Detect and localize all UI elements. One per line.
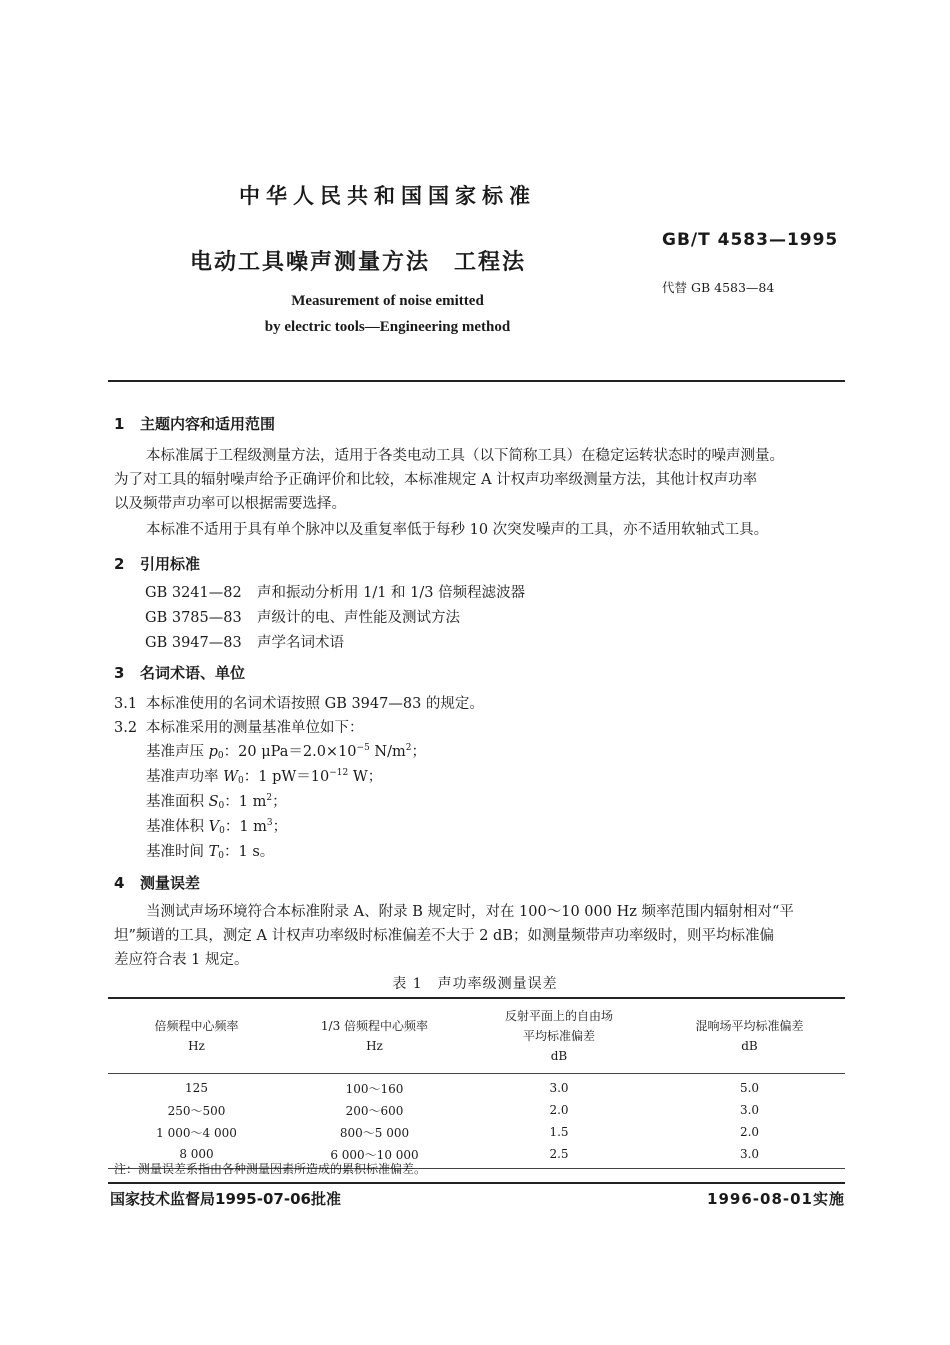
unit-exponent: 3 [266, 818, 273, 828]
section-title: 引用标准 [140, 555, 201, 573]
table-cell: 100～160 [345, 1081, 404, 1096]
replaces-note: 代替 GB 4583—84 [662, 280, 775, 295]
table-row [108, 1074, 845, 1100]
text-line: 坦”频谱的工具，测定 A 计权声功率级时标准偏差不大于 2 dB；如测量频带声功率级时，则平均标准偏 [114, 928, 774, 944]
column-header [108, 998, 285, 1074]
unit-value: ：1 m [224, 794, 267, 810]
table-cell: 2.5 [464, 1143, 654, 1169]
text-line: 本标准不适用于具有单个脉冲以及重复率低于每秒 10 次突发噪声的工具，亦不适用软轴式工具。 [146, 522, 769, 538]
reference-title: 声和振动分析用 1/1 和 1/3 倍频程滤波器 [257, 585, 526, 601]
unit-value: ； [272, 819, 288, 835]
unit-subscript: 0 [217, 751, 224, 761]
text-line: 差应符合表 1 规定。 [114, 952, 249, 968]
header-line: 平均标准偏差 [522, 1029, 595, 1043]
reference-title: 声学名词术语 [257, 635, 344, 651]
header-line: dB [550, 1049, 568, 1063]
header-line: dB [741, 1039, 758, 1053]
header-divider [108, 380, 845, 382]
footer-divider [108, 1182, 845, 1184]
english-title-line2: by electric tools—Engineering method [264, 319, 511, 335]
table-cell: 6 000～10 000 [285, 1143, 464, 1169]
unit-symbol: p [208, 744, 218, 760]
header-line: 混响场平均标准偏差 [695, 1019, 804, 1033]
table-cell: 3.0 [739, 1103, 760, 1117]
header-line: 倍频程中心频率 [154, 1019, 239, 1033]
section-number: 3 [114, 664, 125, 682]
table-caption: 表 1 声功率级测量误差 [392, 976, 558, 992]
text-line: 为了对工具的辐射噪声给予正确评价和比较，本标准规定 A 计权声功率级测量方法，其他计权声功率 [114, 472, 758, 488]
unit-symbol: V [208, 819, 220, 835]
measurement-error-table [108, 997, 845, 1169]
unit-value: W； [348, 769, 383, 785]
reference-code: GB 3241—82 [145, 585, 242, 601]
reference-unit-sound-power [146, 765, 382, 786]
section-number: 2 [114, 555, 125, 573]
unit-label: 基准时间 [146, 844, 209, 860]
reference-code: GB 3947—83 [145, 635, 242, 651]
reference-unit-time [146, 840, 274, 861]
unit-label: 基准面积 [146, 794, 209, 810]
column-header [654, 998, 845, 1074]
org-title: 中华人民共和国国家标准 [239, 184, 536, 208]
unit-label: 基准声功率 [146, 769, 224, 785]
section-number: 4 [114, 874, 125, 892]
unit-subscript: 0 [219, 826, 225, 836]
text-line: 以及频带声功率可以根据需要选择。 [114, 496, 346, 512]
table-row [108, 1121, 845, 1143]
unit-symbol: W [223, 769, 239, 785]
unit-symbol: S [208, 794, 219, 810]
document-title: 电动工具噪声测量方法 工程法 [190, 250, 527, 275]
text-line: 当测试声场环境符合本标准附录 A、附录 B 规定时，对在 100～10 000 Hz 频率范围内辐射相对“平 [146, 904, 794, 920]
section-2-heading [114, 553, 200, 574]
table-cell: 200～600 [345, 1103, 404, 1118]
reference-item [145, 581, 525, 602]
table-cell: 1.5 [549, 1125, 569, 1139]
section-number: 1 [114, 415, 125, 433]
unit-exponent: −5 [356, 743, 370, 753]
section-1-heading [114, 413, 275, 434]
section-3-heading [114, 662, 245, 683]
table-cell: 1 000～4 000 [156, 1125, 237, 1140]
section-4-paragraph [114, 900, 847, 972]
reference-unit-sound-pressure [146, 740, 426, 761]
unit-value: ：1 m [224, 819, 267, 835]
table-cell: 3.0 [654, 1143, 845, 1169]
reference-item [145, 606, 460, 627]
header-line: 反射平面上的自由场 [504, 1009, 613, 1023]
text-line: 本标准属于工程级测量方法，适用于各类电动工具（以下简称工具）在稳定运转状态时的噪声测量。 [146, 448, 784, 464]
unit-subscript: 0 [238, 776, 244, 786]
clause-text: 本标准使用的名词术语按照 GB 3947—83 的规定。 [146, 696, 484, 712]
clause-3-2 [114, 716, 364, 737]
reference-unit-volume [146, 815, 287, 836]
section-title: 主题内容和适用范围 [140, 415, 276, 433]
unit-value: N/m [369, 744, 406, 760]
section-1-paragraph-2 [114, 518, 847, 542]
unit-exponent: 2 [266, 793, 273, 803]
unit-value: ：1 s。 [224, 844, 275, 860]
reference-item [145, 631, 344, 652]
table-note: 注：测量误差系指由各种测量因素所造成的累积标准偏差。 [114, 1162, 427, 1176]
unit-subscript: 0 [218, 851, 225, 861]
unit-label: 基准声压 [146, 744, 209, 760]
table-row [108, 1099, 845, 1121]
unit-value: ； [272, 794, 287, 810]
implementation-date: 1996-08-01实施 [707, 1190, 845, 1208]
column-header [285, 998, 464, 1074]
clause-text: 本标准采用的测量基准单位如下： [146, 720, 364, 736]
table-cell: 2.0 [739, 1125, 760, 1139]
header-line: Hz [366, 1039, 383, 1053]
clause-number: 3.1 [114, 696, 138, 712]
unit-value: ：20 μPa＝2.0×10 [223, 744, 357, 760]
reference-title: 声级计的电、声性能及测试方法 [257, 610, 460, 626]
reference-code: GB 3785—83 [145, 610, 242, 626]
unit-label: 基准体积 [146, 819, 209, 835]
table-cell: 125 [185, 1081, 208, 1095]
standard-code: GB/T 4583—1995 [662, 230, 839, 250]
table-cell: 8 000 [108, 1143, 285, 1169]
unit-value: ； [411, 744, 426, 760]
clause-number: 3.2 [114, 720, 138, 736]
approval-date: 国家技术监督局1995-07-06批准 [110, 1190, 341, 1208]
unit-value: ：1 pW＝10 [243, 769, 330, 785]
header-line: 1/3 倍频程中心频率 [320, 1019, 429, 1033]
table-header-row [108, 998, 845, 1074]
unit-symbol: T [208, 844, 219, 860]
table-cell: 5.0 [739, 1081, 760, 1095]
section-title: 测量误差 [140, 874, 201, 892]
unit-exponent: −12 [329, 768, 349, 778]
table-cell: 800～5 000 [339, 1125, 410, 1140]
section-4-heading [114, 872, 200, 893]
table-cell: 3.0 [549, 1081, 569, 1095]
english-title-line1: Measurement of noise emitted [291, 293, 484, 309]
section-1-paragraph-1 [114, 444, 847, 516]
table-cell: 2.0 [549, 1103, 569, 1117]
unit-subscript: 0 [218, 801, 225, 811]
reference-unit-area [146, 790, 287, 811]
clause-3-1 [114, 692, 484, 713]
table-cell: 250～500 [167, 1103, 226, 1118]
section-title: 名词术语、单位 [140, 664, 246, 682]
unit-exponent: 2 [405, 743, 412, 753]
column-header [464, 998, 654, 1074]
header-line: Hz [188, 1039, 205, 1053]
